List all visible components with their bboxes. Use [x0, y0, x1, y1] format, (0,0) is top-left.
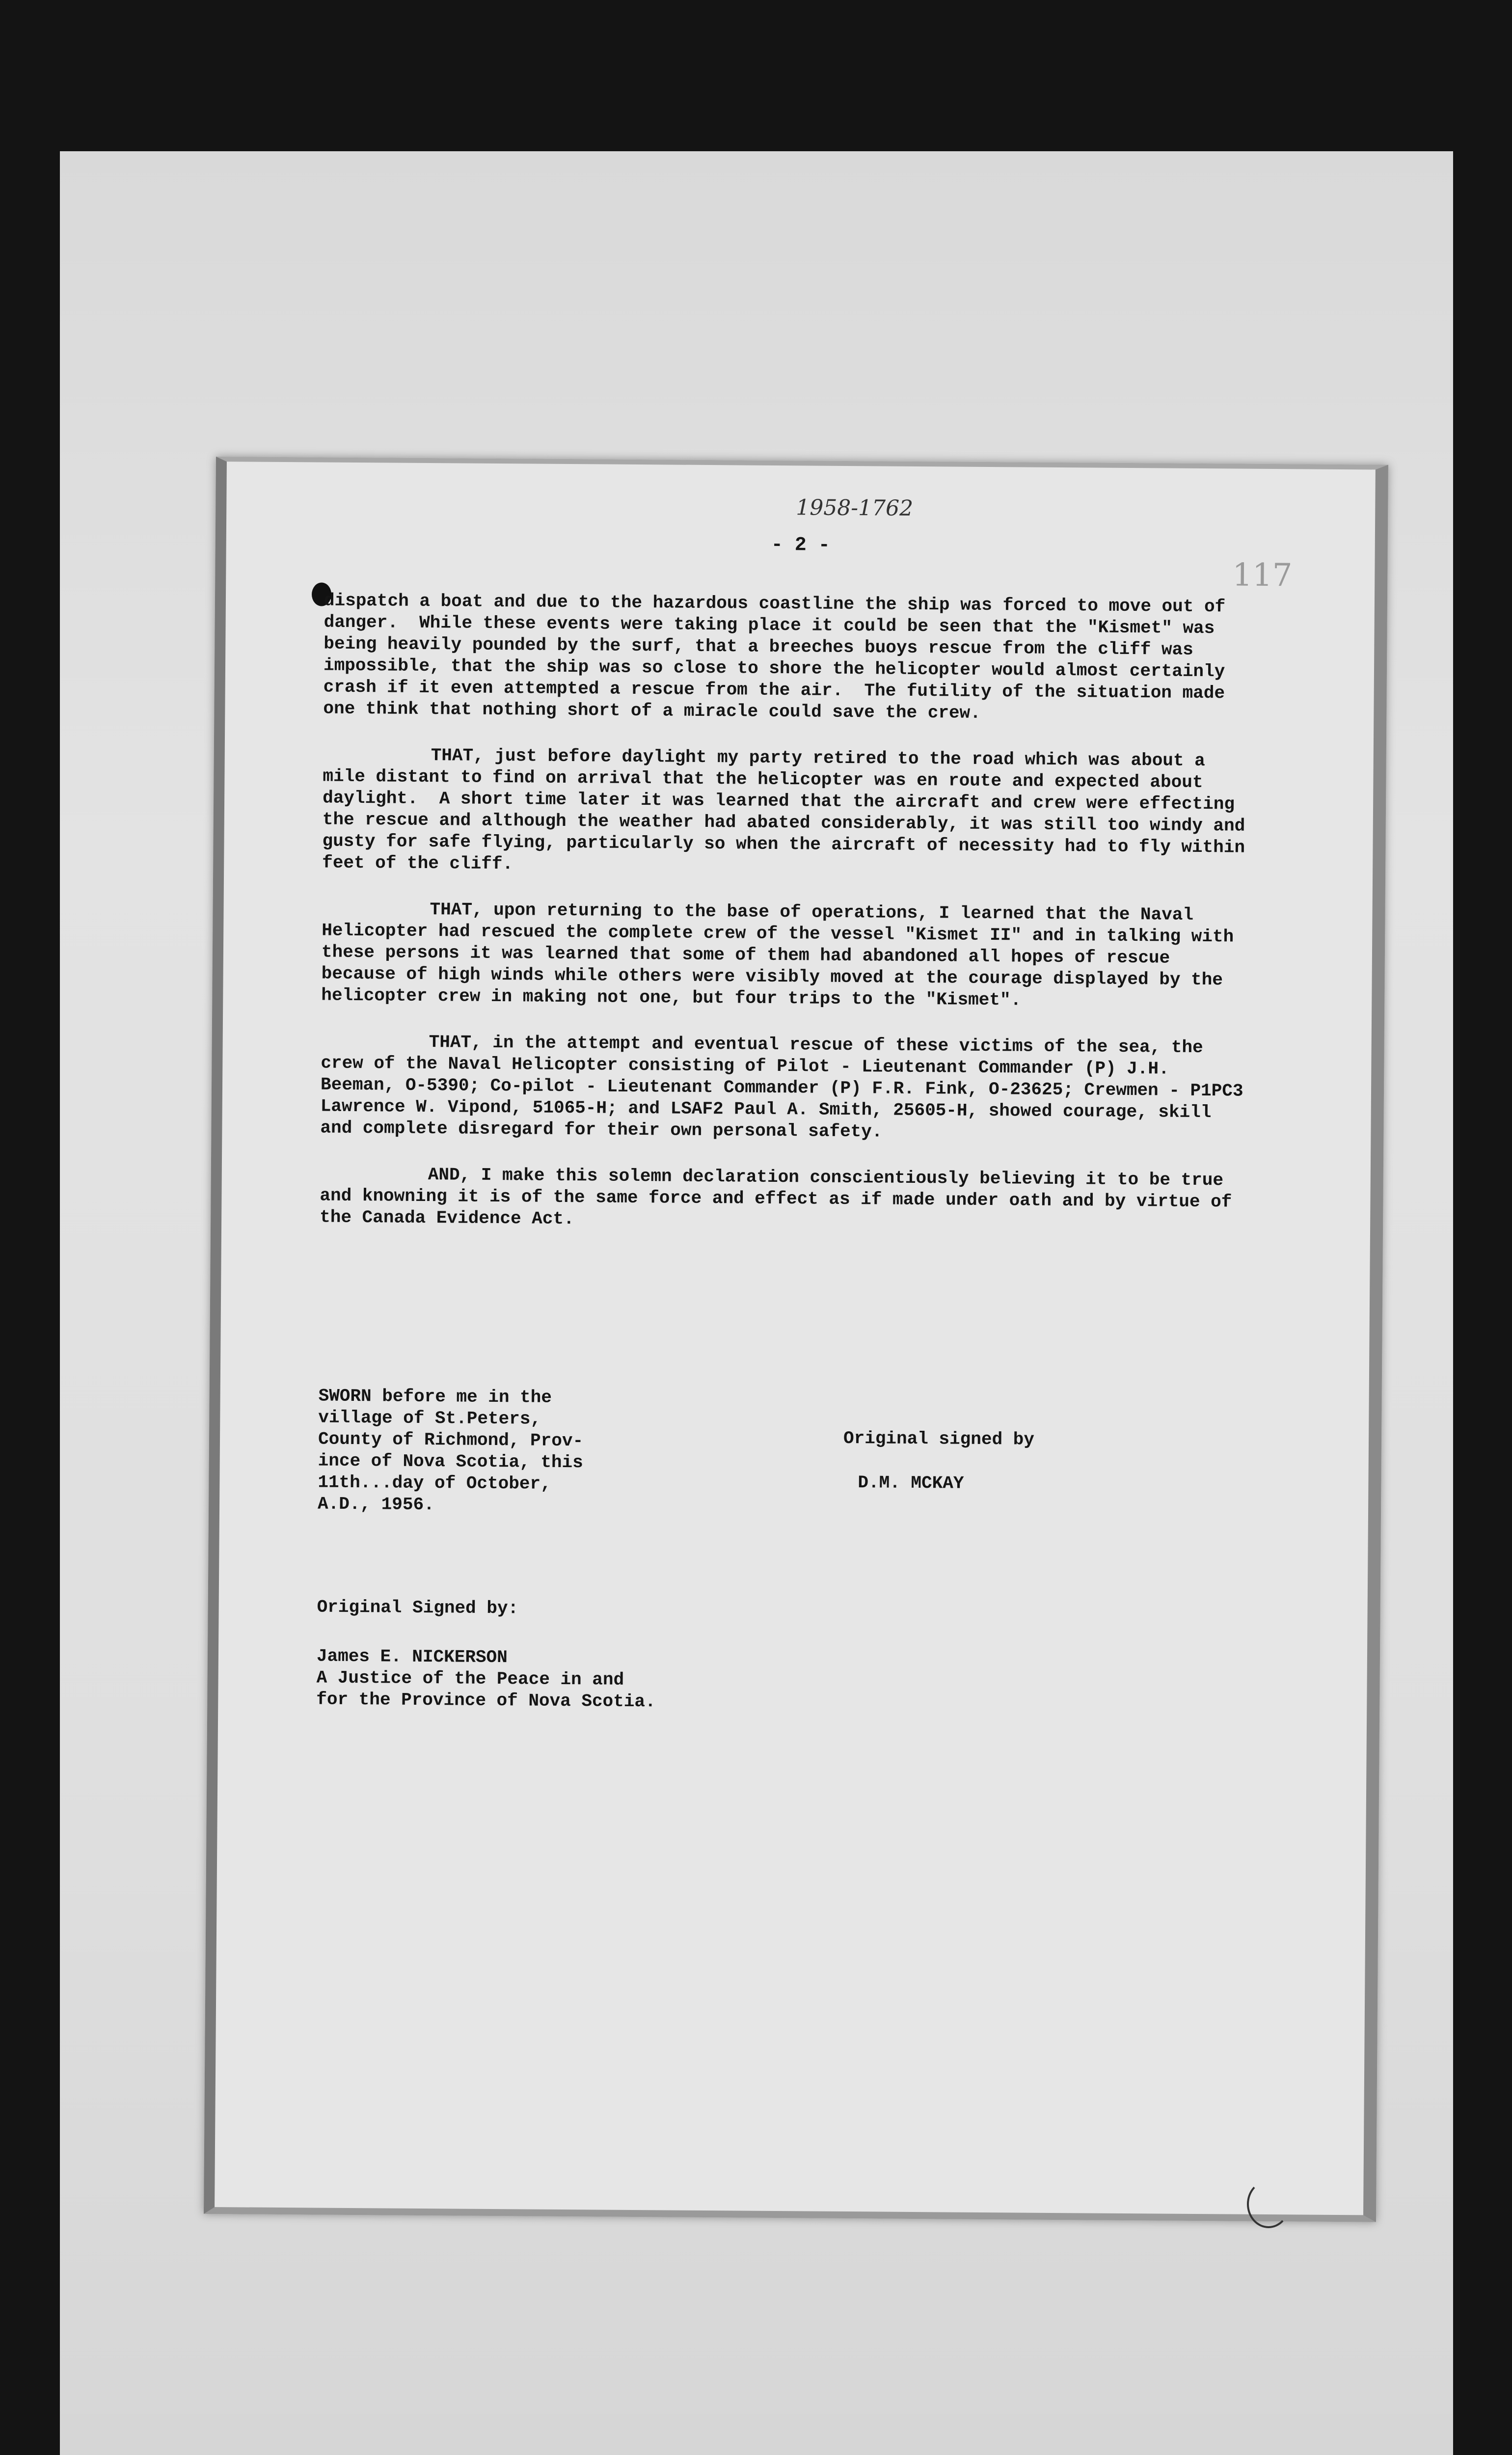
paragraph-daylight: THAT, just before daylight my party retired to the road which was about a mile distant to find on arrival that the helicopter was en route and expected about daylight. A short time later it was learned that the aircraft and crew were effecting the rescue and although the weather had abated considerably, it was still too windy and gusty for safe flying, particularly so when the aircraft of necessity had to fly within feet of the cliff.	[322, 745, 1256, 874]
paragraph-rescue: THAT, upon returning to the base of operations, I learned that the Naval Helicopter had rescued the complete crew of the vessel "Kismet II" and in talking with these persons it was learned that some of them had abandoned all hopes of rescue because of high winds while others were visibly moved at the courage displayed by the helicopter crew in making not one, but four trips to the "Kismet".	[321, 900, 1244, 1010]
jp-signed-label: Original Signed by:	[317, 1597, 519, 1619]
page-number: - 2 -	[771, 534, 830, 557]
sworn-jurat: SWORN before me in the village of St.Peters, County of Richmond, Prov- ince of Nova Scotia, this 11th...day of October, A.D., 1956.	[317, 1386, 584, 1515]
jp-signature-lines: James E. NICKERSON A Justice of the Peace in and for the Province of Nova Scotia.	[316, 1646, 656, 1712]
justice-of-peace-block	[316, 1596, 759, 1713]
corner-pencil-mark	[1247, 2180, 1290, 2228]
paragraph-continuation: dispatch a boat and due to the hazardous coastline the ship was forced to move out of danger. While these events were taking place it could be seen that the "Kismet" was being heavily pounded by the surf, that a breeches buoys rescue from the cliff was impossible, that the ship was so close to shore the helicopter would almost certainly crash if it even attempted a rescue from the air. The futility of the situation made one think that nothing short of a miracle could save the crew.	[323, 590, 1236, 723]
original-signed-label: Original signed by	[843, 1428, 1035, 1450]
paragraph-crew: THAT, in the attempt and eventual rescue of these victims of the sea, the crew of the Naval Helicopter consisting of Pilot - Lieutenant Commander (P) J.H. Beeman, O-5390; Co-pilot - Lieutenant Commander (P) F.R. Fink, O-23625; Crewmen - P1PC3 Lawrence W. Vipond, 51065-H; and LSAF2 Paul A. Smith, 25605-H, showed courage, skill and complete disregard for their own personal safety.	[320, 1032, 1254, 1142]
document-page	[204, 457, 1388, 2222]
declaration-body	[320, 590, 1257, 1259]
folio-number: 117	[1232, 557, 1293, 594]
paragraph-declaration: AND, I make this solemn declaration conscientiously believing it to be true and knowning it is of the same force and effect as if made under oath and by virtue of the Canada Evidence Act.	[320, 1165, 1243, 1229]
handwritten-file-number: 1958-1762	[796, 495, 914, 521]
declarant-name: D.M. MCKAY	[858, 1473, 964, 1494]
